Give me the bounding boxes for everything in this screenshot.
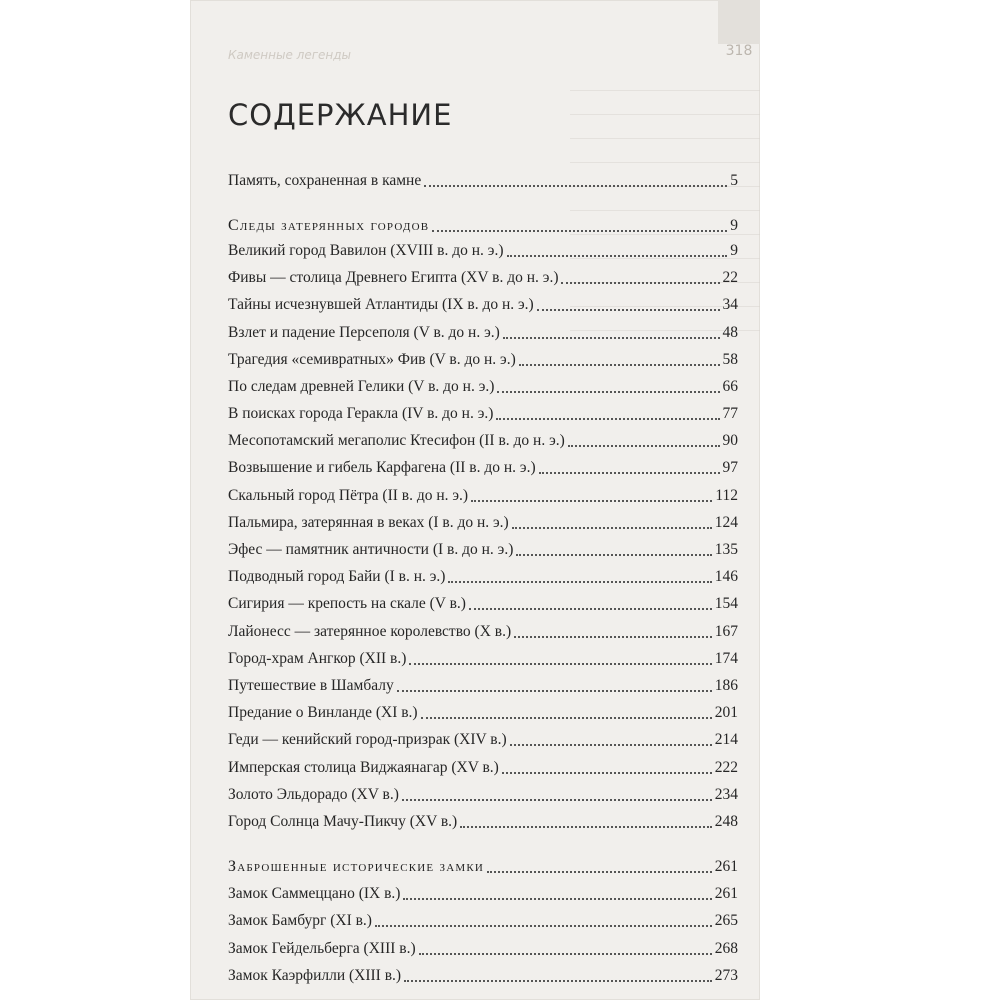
toc-entry-title: Заброшенные исторические замки [228,858,485,875]
toc-page-number: 167 [714,623,738,640]
toc-page-number: 48 [722,324,738,341]
toc-page-number: 201 [714,704,738,721]
dot-leader [516,554,711,556]
toc-entry [228,235,738,261]
toc-entry [228,507,738,533]
toc-entry-title: Предание о Винланде (XI в.) [228,704,418,721]
toc-page-number: 186 [714,677,738,694]
toc-page-number: 90 [722,432,738,449]
toc-page-number: 9 [730,217,738,234]
toc-entry-title: Подводный город Байи (I в. н. э.) [228,568,446,585]
toc-page-number: 273 [714,967,738,984]
dot-leader [497,391,719,393]
toc-entry-title: Тайны исчезнувшей Атлантиды (IX в. до н. э.) [228,296,534,313]
dot-leader [402,799,712,801]
dot-leader [471,500,712,502]
toc-section-heading [228,210,738,236]
toc-page-number: 261 [714,885,738,902]
toc-entry [228,398,738,424]
toc-entry-title: Замок Гейдельберга (XIII в.) [228,940,416,957]
dot-leader [375,925,712,927]
toc-section-heading [228,851,738,877]
toc-entry-title: Замок Каэрфилли (XIII в.) [228,967,402,984]
toc-entry [228,289,738,315]
toc-entry [228,643,738,669]
toc-entry [228,425,738,451]
toc-entry [228,262,738,288]
dot-leader [432,230,727,232]
dot-leader [512,527,712,529]
toc-page-number: 135 [714,541,738,558]
toc-entry-title: Город Солнца Мачу-Пикчу (XV в.) [228,813,458,830]
dot-leader [539,472,720,474]
toc-entry-title: Город-храм Ангкор (XII в.) [228,650,407,667]
toc-entry [228,534,738,560]
toc-page-number: 77 [722,405,738,422]
dot-leader [421,717,712,719]
toc-page-number: 222 [714,759,738,776]
toc-entry-title: Эфес — памятник античности (I в. до н. э.) [228,541,514,558]
toc-entry [228,933,738,959]
book-page [190,0,760,1000]
toc-page-number: 154 [714,595,738,612]
toc-entry-title: Пальмира, затерянная в веках (I в. до н. э.) [228,514,509,531]
toc-entry-title: Взлет и падение Персеполя (V в. до н. э.) [228,324,500,341]
toc-page-number: 174 [714,650,738,667]
toc-page-number: 261 [714,858,738,875]
dot-leader [487,871,712,873]
toc-page-number: 34 [722,296,738,313]
toc-entry [228,806,738,832]
toc-entry-title: В поисках города Геракла (IV в. до н. э.) [228,405,494,422]
toc-page-number: 5 [730,172,738,189]
toc-entry [228,165,738,191]
running-head: Каменные легенды [228,48,352,62]
toc-entry [228,344,738,370]
toc-entry [228,960,738,986]
toc-entry-title: Лайонесс — затерянное королевство (X в.) [228,623,512,640]
toc-page-number: 112 [715,487,738,504]
toc-entry-title: Месопотамский мегаполис Ктесифон (II в. до н. э.) [228,432,565,449]
toc-entry [228,317,738,343]
toc-entry-title: Путешествие в Шамбалу [228,677,394,694]
toc-entry [228,452,738,478]
toc-page-number: 124 [714,514,738,531]
contents-title: СОДЕРЖАНИЕ [228,98,453,132]
dot-leader [507,255,728,257]
toc-entry [228,561,738,587]
toc-entry [228,616,738,642]
dot-leader [514,636,712,638]
toc-entry-title: Сигирия — крепость на скале (V в.) [228,595,466,612]
toc-entry-title: По следам древней Гелики (V в. до н. э.) [228,378,495,395]
toc-page-number: 146 [714,568,738,585]
toc-entry-title: Золото Эльдорадо (XV в.) [228,786,399,803]
toc-entry-title: Замок Бамбург (XI в.) [228,912,372,929]
toc-page-number: 66 [722,378,738,395]
toc-entry [228,724,738,750]
toc-entry [228,697,738,723]
dot-leader [568,445,720,447]
dot-leader [469,608,712,610]
page-number: 318 [725,43,753,59]
toc-page-number: 58 [722,351,738,368]
dot-leader [460,826,712,828]
dot-leader [448,581,711,583]
toc-entry-title: Возвышение и гибель Карфагена (II в. до н. э.) [228,459,536,476]
toc-entry-title: Великий город Вавилон (XVIII в. до н. э.) [228,242,504,259]
dot-leader [424,185,727,187]
toc-entry-title: Трагедия «семивратных» Фив (V в. до н. э.) [228,351,516,368]
toc-entry [228,371,738,397]
toc-entry [228,752,738,778]
toc-page-number: 214 [714,731,738,748]
dot-leader [510,744,712,746]
toc-entry [228,878,738,904]
toc-page-number: 97 [722,459,738,476]
toc-entry [228,779,738,805]
dot-leader [561,282,719,284]
dot-leader [397,690,712,692]
toc-entry-title: Скальный город Пётра (II в. до н. э.) [228,487,469,504]
dot-leader [519,364,720,366]
toc-page-number: 268 [714,940,738,957]
dot-leader [503,337,720,339]
toc-entry [228,588,738,614]
dot-leader [502,772,712,774]
dot-leader [419,953,712,955]
dot-leader [403,898,711,900]
dot-leader [404,980,712,982]
dot-leader [537,309,720,311]
dot-leader [409,663,711,665]
toc-entry-title: Память, сохраненная в камне [228,172,422,189]
toc-page-number: 9 [730,242,738,259]
toc-entry-title: Замок Саммеццано (IX в.) [228,885,401,902]
toc-entry-title: Следы затерянных городов [228,217,430,234]
toc-entry-title: Имперская столица Виджаянагар (XV в.) [228,759,499,776]
toc-entry-title: Фивы — столица Древнего Египта (XV в. до н. э.) [228,269,559,286]
toc-entry-title: Геди — кенийский город-призрак (XIV в.) [228,731,507,748]
toc-entry [228,670,738,696]
toc-entry [228,905,738,931]
toc-page-number: 234 [714,786,738,803]
dot-leader [496,418,719,420]
toc-page-number: 22 [722,269,738,286]
toc-page-number: 265 [714,912,738,929]
toc-page-number: 248 [714,813,738,830]
toc-entry [228,480,738,506]
